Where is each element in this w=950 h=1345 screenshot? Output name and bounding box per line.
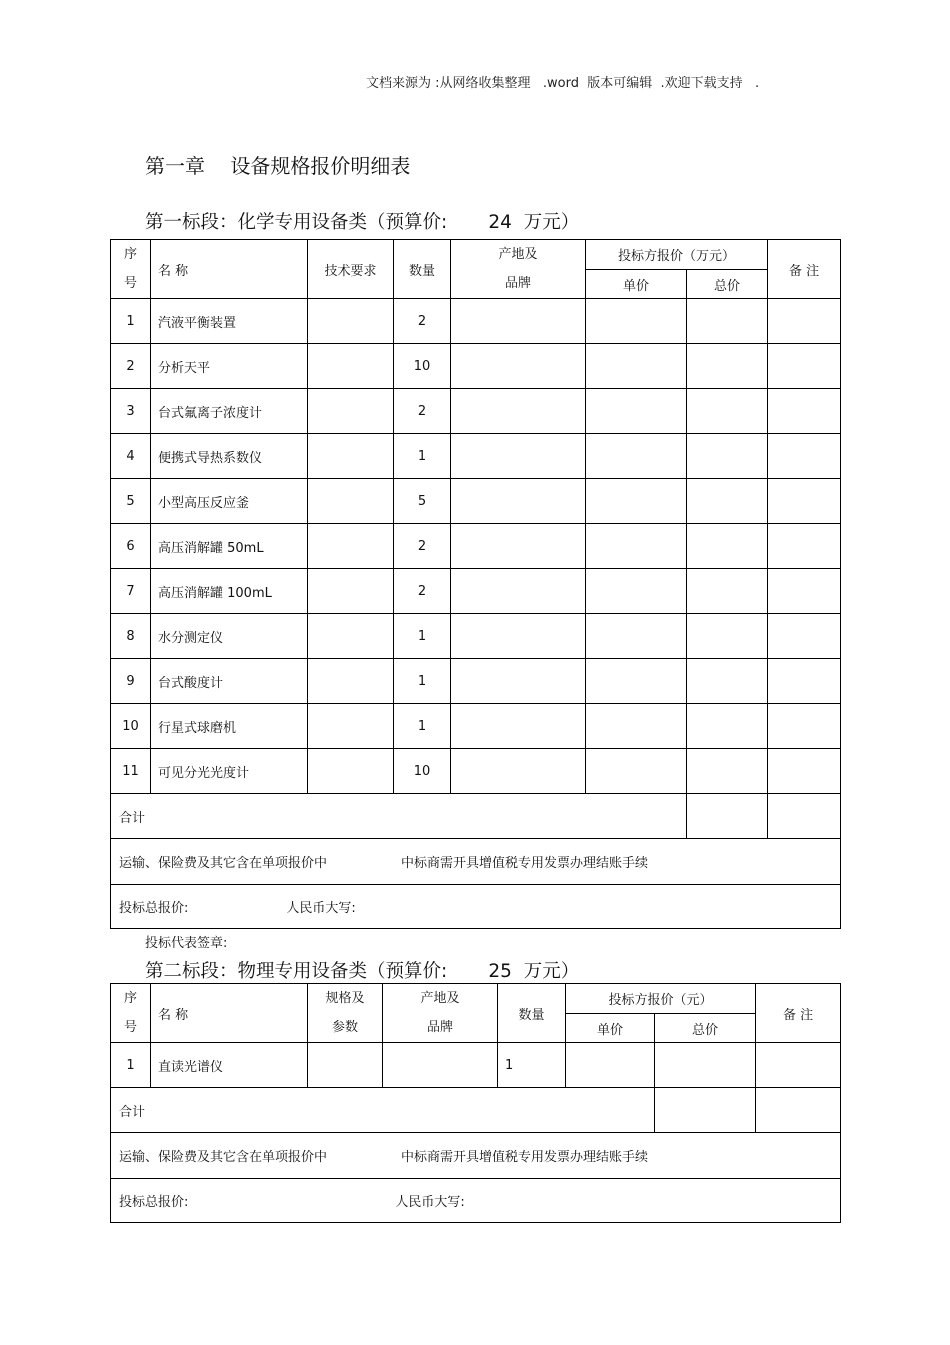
row-qty: 2 <box>394 569 451 614</box>
row-seq: 10 <box>111 704 151 749</box>
signature-label: 投标代表签章: <box>145 936 228 951</box>
row-unit-price[interactable] <box>586 344 687 389</box>
invoice-note: 中标商需开具增值税专用发票办理结账手续 <box>401 1150 649 1165</box>
origin-brand-header: 产地及 品牌 <box>451 240 586 299</box>
row-name: 小型高压反应釜 <box>151 479 308 524</box>
row-remark[interactable] <box>768 659 841 704</box>
spec-params-header: 规格及 参数 <box>308 984 383 1043</box>
row-seq: 3 <box>111 389 151 434</box>
row-name: 便携式导热系数仪 <box>151 434 308 479</box>
table-row <box>111 1043 841 1088</box>
row-total-price[interactable] <box>687 434 768 479</box>
row-name: 水分测定仪 <box>151 614 308 659</box>
row-total-price[interactable] <box>655 1043 756 1088</box>
remark-header: 备 注 <box>768 240 841 299</box>
rmb-uppercase-label: 人民币大写: <box>395 1195 465 1210</box>
row-tech[interactable] <box>308 434 394 479</box>
row-origin[interactable] <box>451 614 586 659</box>
table-row <box>111 434 841 479</box>
row-tech[interactable] <box>308 659 394 704</box>
row-tech[interactable] <box>308 569 394 614</box>
row-total-price[interactable] <box>687 749 768 794</box>
row-qty: 2 <box>394 524 451 569</box>
section1-bid-total-row <box>111 885 841 929</box>
row-total-price[interactable] <box>687 389 768 434</box>
row-remark[interactable] <box>768 479 841 524</box>
table-row <box>111 389 841 434</box>
row-origin[interactable] <box>451 659 586 704</box>
row-origin[interactable] <box>451 389 586 434</box>
document-source-note: 文档来源为 :从网络收集整理 .word 版本可编辑 .欢迎下载支持 . <box>366 76 760 91</box>
row-qty: 1 <box>394 434 451 479</box>
row-name: 台式氟离子浓度计 <box>151 389 308 434</box>
row-remark[interactable] <box>768 524 841 569</box>
total-bid-label: 投标总报价: <box>119 901 189 916</box>
remark-header: 备 注 <box>756 984 841 1043</box>
row-seq: 4 <box>111 434 151 479</box>
row-remark[interactable] <box>768 614 841 659</box>
invoice-note: 中标商需开具增值税专用发票办理结账手续 <box>401 856 649 871</box>
row-total-price[interactable] <box>687 614 768 659</box>
row-origin[interactable] <box>451 569 586 614</box>
tech-requirements-header: 技术要求 <box>308 240 394 299</box>
unit-price-header: 单价 <box>566 1014 655 1043</box>
row-origin[interactable] <box>383 1043 498 1088</box>
table-row <box>111 659 841 704</box>
bid-price-header: 投标方报价（元） <box>566 984 756 1014</box>
table-row <box>111 704 841 749</box>
table-row <box>111 749 841 794</box>
section1-total-remark[interactable] <box>768 794 841 839</box>
name-header: 名 称 <box>151 984 308 1043</box>
row-tech[interactable] <box>308 299 394 344</box>
row-seq: 8 <box>111 614 151 659</box>
section2-total-row: 合计 <box>111 1088 655 1133</box>
row-seq: 6 <box>111 524 151 569</box>
row-total-price[interactable] <box>687 479 768 524</box>
row-remark[interactable] <box>768 299 841 344</box>
row-unit-price[interactable] <box>586 659 687 704</box>
row-remark[interactable] <box>768 569 841 614</box>
section2-bid-total-row <box>111 1179 841 1223</box>
row-seq: 1 <box>111 1043 151 1088</box>
section1-title: 第一标段：化学专用设备类（预算价: 24 万元） <box>145 212 580 233</box>
row-seq: 5 <box>111 479 151 524</box>
table-row <box>111 569 841 614</box>
row-remark[interactable] <box>756 1043 841 1088</box>
row-seq: 1 <box>111 299 151 344</box>
row-unit-price[interactable] <box>566 1043 655 1088</box>
row-name: 高压消解罐 50mL <box>151 524 308 569</box>
row-origin[interactable] <box>451 434 586 479</box>
total-price-header: 总价 <box>655 1014 756 1043</box>
row-name: 高压消解罐 100mL <box>151 569 308 614</box>
row-unit-price[interactable] <box>586 614 687 659</box>
row-unit-price[interactable] <box>586 479 687 524</box>
table-row <box>111 479 841 524</box>
seq-header: 序 号 <box>111 984 151 1043</box>
row-qty: 1 <box>394 704 451 749</box>
row-tech[interactable] <box>308 524 394 569</box>
rmb-uppercase-label: 人民币大写: <box>286 901 356 916</box>
total-price-header: 总价 <box>687 270 768 299</box>
row-remark[interactable] <box>768 749 841 794</box>
row-unit-price[interactable] <box>586 704 687 749</box>
row-seq: 9 <box>111 659 151 704</box>
row-qty: 1 <box>498 1043 566 1088</box>
row-name: 可见分光光度计 <box>151 749 308 794</box>
row-name: 汽液平衡装置 <box>151 299 308 344</box>
row-qty: 1 <box>394 614 451 659</box>
row-total-price[interactable] <box>687 524 768 569</box>
row-tech[interactable] <box>308 344 394 389</box>
row-tech[interactable] <box>308 749 394 794</box>
row-qty: 10 <box>394 749 451 794</box>
row-unit-price[interactable] <box>586 434 687 479</box>
row-origin[interactable] <box>451 299 586 344</box>
total-bid-label: 投标总报价: <box>119 1195 189 1210</box>
section1-note-row <box>111 839 841 885</box>
seq-header: 序 号 <box>111 240 151 299</box>
row-unit-price[interactable] <box>586 569 687 614</box>
row-total-price[interactable] <box>687 569 768 614</box>
origin-brand-header: 产地及 品牌 <box>383 984 498 1043</box>
row-total-price[interactable] <box>687 659 768 704</box>
row-qty: 10 <box>394 344 451 389</box>
row-name: 台式酸度计 <box>151 659 308 704</box>
row-unit-price[interactable] <box>586 524 687 569</box>
row-remark[interactable] <box>768 434 841 479</box>
row-tech[interactable] <box>308 479 394 524</box>
table-row <box>111 524 841 569</box>
row-qty: 2 <box>394 299 451 344</box>
row-qty: 1 <box>394 659 451 704</box>
row-origin[interactable] <box>451 344 586 389</box>
row-total-price[interactable] <box>687 299 768 344</box>
row-seq: 2 <box>111 344 151 389</box>
transport-note: 运输、保险费及其它含在单项报价中 <box>119 856 328 871</box>
section1-table <box>110 239 841 929</box>
row-remark[interactable] <box>768 704 841 749</box>
row-remark[interactable] <box>768 389 841 434</box>
row-name: 分析天平 <box>151 344 308 389</box>
table-row <box>111 344 841 389</box>
row-seq: 11 <box>111 749 151 794</box>
row-origin[interactable] <box>451 479 586 524</box>
row-unit-price[interactable] <box>586 299 687 344</box>
row-tech[interactable] <box>308 389 394 434</box>
row-seq: 7 <box>111 569 151 614</box>
row-origin[interactable] <box>451 524 586 569</box>
chapter-title: 第一章 设备规格报价明细表 <box>145 154 411 178</box>
section1-total-value[interactable] <box>687 794 768 839</box>
row-remark[interactable] <box>768 344 841 389</box>
row-unit-price[interactable] <box>586 389 687 434</box>
row-tech[interactable] <box>308 614 394 659</box>
name-header: 名 称 <box>151 240 308 299</box>
row-origin[interactable] <box>451 749 586 794</box>
row-qty: 2 <box>394 389 451 434</box>
table-row <box>111 614 841 659</box>
section2-title: 第二标段：物理专用设备类（预算价: 25 万元） <box>145 961 580 982</box>
table-row <box>111 299 841 344</box>
quantity-header: 数量 <box>498 984 566 1043</box>
section2-total-remark[interactable] <box>756 1088 841 1133</box>
unit-price-header: 单价 <box>586 270 687 299</box>
transport-note: 运输、保险费及其它含在单项报价中 <box>119 1150 328 1165</box>
section1-total-row: 合计 <box>111 794 687 839</box>
section2-table <box>110 983 841 1223</box>
section2-note-row <box>111 1133 841 1179</box>
row-origin[interactable] <box>451 704 586 749</box>
quantity-header: 数量 <box>394 240 451 299</box>
row-tech[interactable] <box>308 704 394 749</box>
bid-price-header: 投标方报价（万元） <box>586 240 768 270</box>
section2-total-value[interactable] <box>655 1088 756 1133</box>
row-name: 直读光谱仪 <box>151 1043 308 1088</box>
row-total-price[interactable] <box>687 344 768 389</box>
row-unit-price[interactable] <box>586 749 687 794</box>
row-name: 行星式球磨机 <box>151 704 308 749</box>
row-total-price[interactable] <box>687 704 768 749</box>
row-spec[interactable] <box>308 1043 383 1088</box>
row-qty: 5 <box>394 479 451 524</box>
